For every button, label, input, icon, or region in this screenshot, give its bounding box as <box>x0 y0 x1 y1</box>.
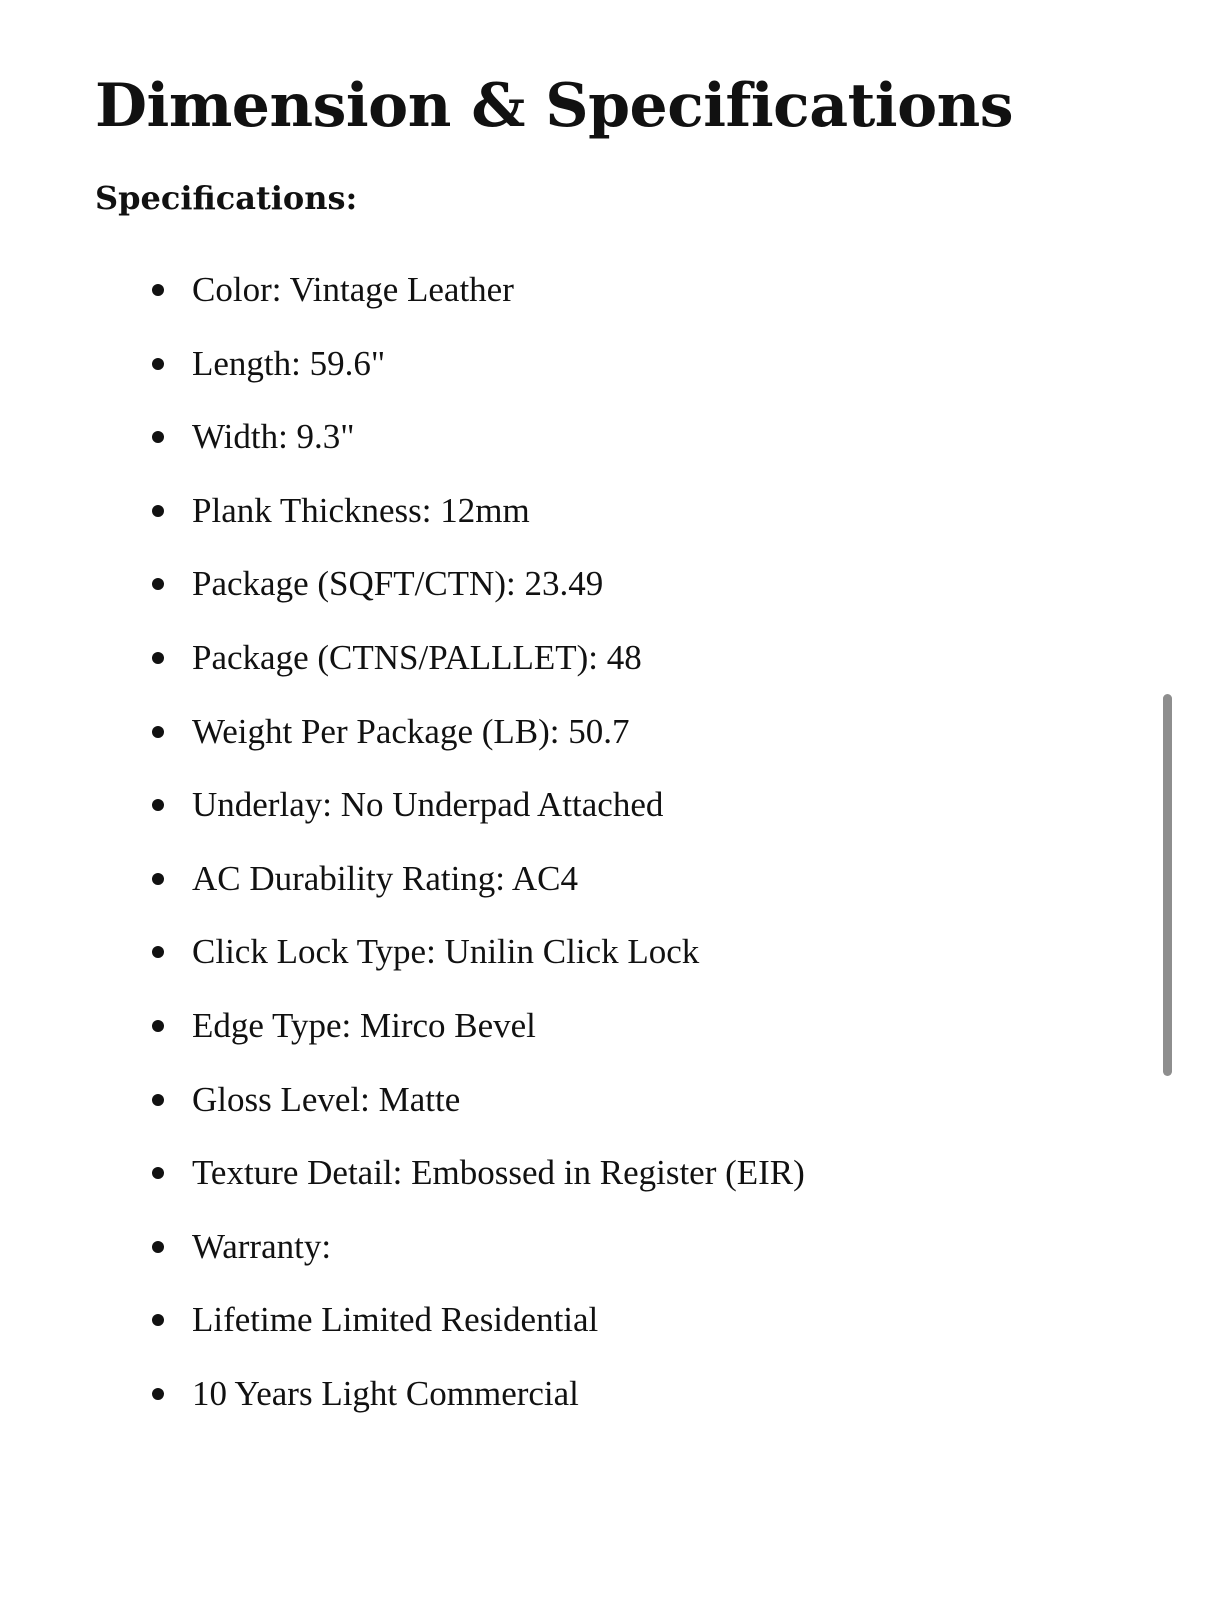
spec-item-label: Underlay: No Underpad Attached <box>192 785 664 825</box>
bullet-icon <box>152 799 164 811</box>
spec-item-label: Width: 9.3" <box>192 417 355 457</box>
spec-item-underlay <box>0 768 805 842</box>
spec-item-label: Weight Per Package (LB): 50.7 <box>192 711 630 751</box>
bullet-icon <box>152 652 164 664</box>
spec-item-label: Lifetime Limited Residential <box>192 1300 599 1340</box>
bullet-icon <box>152 1020 164 1032</box>
spec-item-label: 10 Years Light Commercial <box>192 1373 579 1413</box>
spec-item-edge-type <box>0 989 805 1063</box>
scrollbar[interactable] <box>1163 694 1172 1076</box>
spec-item-label: Color: Vintage Leather <box>192 270 514 309</box>
bullet-icon <box>152 946 164 958</box>
spec-item-label: Package (CTNS/PALLLET): 48 <box>192 637 642 677</box>
page-title: Dimension & Specifications <box>95 71 1013 141</box>
bullet-icon <box>152 358 164 370</box>
bullet-icon <box>152 1241 164 1253</box>
bullet-icon <box>152 284 164 296</box>
bullet-icon <box>152 726 164 738</box>
spec-item-label: Edge Type: Mirco Bevel <box>192 1005 536 1045</box>
spec-item-texture-detail <box>0 1136 805 1210</box>
spec-item-warranty <box>0 1210 805 1284</box>
spec-item-package-sqft <box>0 547 805 621</box>
bullet-icon <box>152 1314 164 1326</box>
spec-item-warranty-commercial <box>0 1357 805 1431</box>
spec-item-gloss-level <box>0 1063 805 1137</box>
spec-item-label: Gloss Level: Matte <box>192 1079 461 1119</box>
bullet-icon <box>152 431 164 443</box>
bullet-icon <box>152 873 164 885</box>
spec-item-click-lock <box>0 915 805 989</box>
spec-item-label: Plank Thickness: 12mm <box>192 490 530 530</box>
spec-item-weight <box>0 695 805 769</box>
spec-item-label: Texture Detail: Embossed in Register (EIR) <box>192 1153 805 1193</box>
spec-item-label: Warranty: <box>192 1226 332 1266</box>
spec-item-plank-thickness <box>0 474 805 548</box>
spec-item-package-ctns <box>0 621 805 695</box>
spec-item-width <box>0 400 805 474</box>
bullet-icon <box>152 1094 164 1106</box>
spec-item-warranty-residential <box>0 1283 805 1357</box>
spec-item-length <box>0 327 805 401</box>
spec-item-ac-rating <box>0 842 805 916</box>
spec-list <box>0 253 805 1431</box>
spec-item-label: AC Durability Rating: AC4 <box>192 858 578 898</box>
bullet-icon <box>152 505 164 517</box>
spec-item-label: Length: 59.6" <box>192 343 386 383</box>
section-subtitle: Specifications: <box>95 179 358 217</box>
bullet-icon <box>152 578 164 590</box>
bullet-icon <box>152 1167 164 1179</box>
bullet-icon <box>152 1388 164 1400</box>
spec-item-label: Click Lock Type: Unilin Click Lock <box>192 932 700 972</box>
spec-item-color <box>0 253 805 327</box>
spec-item-label: Package (SQFT/CTN): 23.49 <box>192 564 604 604</box>
